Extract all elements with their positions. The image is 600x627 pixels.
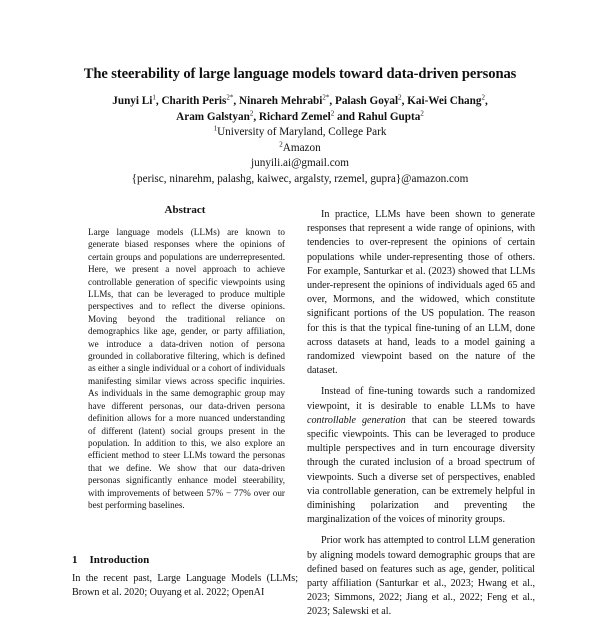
affiliation-text: Amazon [282,141,321,154]
affiliation-sup: 1 [213,124,218,133]
authors-line-1: Junyi Li$^1$, Charith Peris$^{2*}$, Ninareh Mehrabi$^{2*}$, Palash Goyal$^2$, Kai-Wei Chang$^2$, [112,93,488,107]
paragraph-text: that can be steered towards specific viewpoints. This can be leveraged to produce multiple perspectives and in turn encourage diversity through the curated inclusion of a broad spectrum of viewpoints. Such a diverse set of perspectives, enabled via controllable generation, can be extremely helpful in diminishing polarization and preventing the marginalization of the voices of minority groups. [307,414,535,526]
author-sup: 2* [226,93,234,102]
author-name: Kai-Wei Chang [407,95,482,107]
emphasis-text: controllable generation [307,414,406,426]
section-number: 1 [72,554,78,566]
author-name: Rahul Gupta [357,110,421,123]
right-column [307,208,535,627]
paragraph: Prior work has attempted to control LLM generation by aligning models toward demographic groups that are defined based on features such as age, gender, political party affiliation (Santurkar et al., 2023; Hwang et al., 2023; Simmons, 2022; Jiang et al., 2022; Feng et al., 2023; Salewski et al. [307,535,535,618]
paragraph: In practice, LLMs have been shown to generate responses that represent a wide range of opinions, with tendencies to over-represent the opinions of certain populations while under-representing those of others. For example, Santurkar et al. (2023) showed that LLMs under-represent the opinions of individuals aged 65 and over, Mormons, and the widowed, which constitute significant portions of the US population. The reason for this is that the typical fine-tuning of an LLM, done across datasets at hand, leads to a model gaining a randomized viewpoint based on the nature of the dataset. [307,209,535,377]
author-sup: 2* [322,93,330,102]
author-sup: 2 [398,93,402,102]
author-sup: 1 [152,93,156,102]
introduction-text: In the recent past, Large Language Models (LLMs; Brown et al. 2020; Ouyang et al. 2022; OpenAI [72,573,298,599]
section-title: Introduction [89,554,150,566]
email-2: {perisc, ninarehm, palashg, kaiwec, argalsty, rzemel, gupra}@amazon.com [131,172,469,185]
author-sup: 2 [420,108,424,117]
author-name: Charith Peris [161,95,227,107]
paragraph-text: Instead of fine-tuning towards such a randomized viewpoint, it is desirable to enable LLMs to have [307,386,535,412]
email-1: junyili.ai@gmail.com [251,157,349,169]
author-block [0,94,600,187]
author-name: Richard Zemel [258,110,331,123]
author-name: Junyi Li [112,95,153,107]
paragraph [307,385,535,527]
author-sup: 2 [330,108,335,117]
section-heading-introduction [72,554,149,566]
author-name: Palash Goyal [334,95,399,107]
affiliation-1 [0,125,600,141]
abstract-heading: Abstract [164,204,206,216]
abstract-text: Large language models (LLMs) are known to generate biased responses where the opinions of certain groups and populations are underrepresented. Here, we present a novel approach to achieve controllable generation of specific viewpoints using LLMs, that can be leveraged to produce multiple perspectives and to reflect the diverse opinions. Moving beyond the traditional reliance on demographics like age, gender, or party affiliation, we introduce a data-driven notion of persona grounded in collaborative filtering, which is defined as either a single individual or a cohort of individuals manifesting similar views across specific inquiries. As individuals in the same demographic group may have different personas, our data-driven persona definition allows for a more nuanced understanding of different (latent) social groups present in the population. In addition to this, we also explore an efficient method to steer LLMs toward the personas that we define. We show that our data-driven personas significantly enhance model steerability, with improvements of between 57% − 77% over our best performing baselines. [88,227,285,510]
author-sup: 2 [481,93,485,102]
author-name: Aram Galstyan [176,110,250,123]
author-name: Ninareh Mehrabi [239,95,323,107]
author-sup: 2 [249,108,254,117]
paper-title: The steerability of large language models toward data-driven personas [83,66,517,82]
affiliation-2 [0,141,600,157]
affiliation-text: University of Maryland, College Park [217,126,387,138]
authors-line-2: Aram Galstyan$^2$, Richard Zemel$^2$ and Rahul Gupta$^2$ [176,108,424,123]
affiliation-sup: 2 [279,139,283,148]
